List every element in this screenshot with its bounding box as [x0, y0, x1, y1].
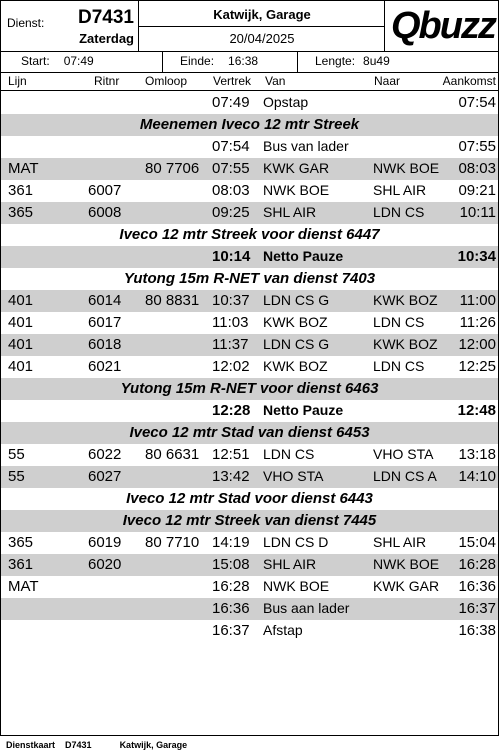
section-title: Iveco 12 mtr Stad van dienst 6453 — [129, 424, 370, 441]
cell-naar: VHO STA — [373, 446, 434, 462]
section-header-row — [1, 268, 498, 290]
col-vertrek: Vertrek — [213, 74, 252, 88]
cell-van: NWK BOE — [263, 578, 330, 594]
cell-lijn: 401 — [8, 358, 34, 375]
cell-vertrek: 07:55 — [212, 160, 250, 177]
trip-row — [1, 532, 498, 554]
cell-vertrek: 16:36 — [212, 600, 250, 617]
cell-ritnr: 6018 — [88, 336, 122, 353]
trip-row — [1, 92, 498, 114]
cell-vertrek: 10:37 — [212, 292, 250, 309]
cell-ritnr: 6014 — [88, 292, 122, 309]
cell-vertrek: 11:37 — [212, 336, 249, 353]
cell-van: Bus van lader — [263, 138, 349, 154]
cell-omloop: 80 7710 — [145, 534, 200, 551]
trip-row — [1, 202, 498, 224]
section-header-row — [1, 378, 498, 400]
cell-aankomst: 13:18 — [458, 446, 496, 463]
cell-van: Netto Pauze — [263, 402, 344, 418]
cell-vertrek: 13:42 — [212, 468, 250, 485]
cell-aankomst: 10:11 — [459, 204, 496, 221]
trip-row — [1, 180, 498, 202]
cell-ritnr: 6021 — [88, 358, 122, 375]
cell-vertrek: 14:19 — [212, 534, 250, 551]
location-divider — [139, 26, 385, 27]
cell-ritnr: 6020 — [88, 556, 122, 573]
location-cell — [139, 1, 385, 51]
cell-aankomst: 11:00 — [459, 292, 496, 309]
cell-van: KWK BOZ — [263, 314, 328, 330]
cell-ritnr: 6017 — [88, 314, 122, 331]
cell-lijn: MAT — [8, 578, 39, 595]
cell-lijn: 361 — [8, 556, 34, 573]
cell-naar: KWK BOZ — [373, 336, 438, 352]
trip-row — [1, 158, 498, 180]
cell-vertrek: 11:03 — [212, 314, 249, 331]
footer — [6, 740, 187, 750]
cell-naar: LDN CS — [373, 204, 425, 220]
duty-date: 20/04/2025 — [229, 31, 295, 46]
trip-row — [1, 356, 498, 378]
section-header-row — [1, 422, 498, 444]
cell-van: VHO STA — [263, 468, 324, 484]
cell-aankomst: 15:04 — [458, 534, 496, 551]
cell-van: KWK GAR — [263, 160, 330, 176]
footer-garage: Katwijk, Garage — [119, 740, 188, 750]
cell-aankomst: 16:37 — [458, 600, 496, 617]
footer-code: D7431 — [65, 740, 92, 750]
col-naar: Naar — [374, 74, 401, 88]
cell-aankomst: 12:25 — [458, 358, 496, 375]
cell-naar: KWK GAR — [373, 578, 440, 594]
cell-aankomst: 12:00 — [458, 336, 496, 353]
trip-row — [1, 598, 498, 620]
cell-van: LDN CS — [263, 446, 315, 462]
cell-vertrek: 10:14 — [212, 248, 251, 265]
cell-van: Netto Pauze — [263, 248, 344, 264]
cell-naar: SHL AIR — [373, 182, 427, 198]
cell-naar: NWK BOE — [373, 556, 440, 572]
col-ritnr: Ritnr — [94, 74, 120, 88]
cell-lijn: 55 — [8, 446, 25, 463]
trip-row — [1, 576, 498, 598]
cell-van: SHL AIR — [263, 204, 317, 220]
end-time — [163, 51, 298, 72]
cell-omloop: 80 6631 — [145, 446, 200, 463]
section-title: Iveco 12 mtr Stad voor dienst 6443 — [126, 490, 373, 507]
trip-row — [1, 620, 498, 642]
cell-van: SHL AIR — [263, 556, 317, 572]
cell-lijn: 361 — [8, 182, 34, 199]
cell-naar: LDN CS — [373, 358, 425, 374]
start-time — [1, 51, 163, 72]
cell-vertrek: 15:08 — [212, 556, 250, 573]
cell-ritnr: 6007 — [88, 182, 122, 199]
cell-omloop: 80 7706 — [145, 160, 200, 177]
trip-row — [1, 466, 498, 488]
cell-van: Opstap — [263, 94, 309, 110]
cell-naar: NWK BOE — [373, 160, 440, 176]
cell-naar: LDN CS — [373, 314, 425, 330]
start-value: 07:49 — [63, 54, 94, 68]
trip-list — [1, 92, 498, 642]
section-title: Yutong 15m R-NET van dienst 7403 — [123, 270, 376, 287]
cell-aankomst: 11:26 — [459, 314, 496, 331]
cell-vertrek: 12:02 — [212, 358, 250, 375]
location-name: Katwijk, Garage — [213, 7, 311, 22]
section-header-row — [1, 224, 498, 246]
lengte-label: Lengte: — [315, 54, 356, 68]
cell-van: NWK BOE — [263, 182, 330, 198]
qbuzz-logo: Qbuzz — [391, 5, 495, 47]
section-title: Iveco 12 mtr Streek voor dienst 6447 — [119, 226, 380, 243]
card-header — [1, 1, 498, 52]
trip-row — [1, 554, 498, 576]
cell-vertrek: 16:28 — [212, 578, 250, 595]
cell-aankomst: 12:48 — [457, 402, 496, 419]
duty-length — [298, 51, 498, 72]
pause-row — [1, 400, 498, 422]
cell-ritnr: 6008 — [88, 204, 122, 221]
cell-naar: SHL AIR — [373, 534, 427, 550]
trip-row — [1, 312, 498, 334]
cell-van: Bus aan lader — [263, 600, 350, 616]
cell-van: Afstap — [263, 622, 303, 638]
trip-row — [1, 334, 498, 356]
cell-naar: LDN CS A — [373, 468, 437, 484]
dienst-label: Dienst: — [7, 16, 45, 30]
cell-lijn: 365 — [8, 534, 34, 551]
cell-aankomst: 16:28 — [458, 556, 496, 573]
section-title: Meenemen Iveco 12 mtr Streek — [139, 116, 360, 133]
cell-lijn: 401 — [8, 292, 34, 309]
cell-vertrek: 16:37 — [212, 622, 250, 639]
cell-lijn: 55 — [8, 468, 25, 485]
section-header-row — [1, 488, 498, 510]
cell-aankomst: 16:36 — [458, 578, 496, 595]
col-omloop: Omloop — [145, 74, 188, 88]
cell-aankomst: 09:21 — [458, 182, 496, 199]
logo-cell — [385, 1, 498, 51]
day-of-week: Zaterdag — [79, 31, 134, 46]
pause-row — [1, 246, 498, 268]
cell-van: LDN CS G — [263, 336, 330, 352]
dienst-cell — [1, 1, 139, 51]
cell-ritnr: 6019 — [88, 534, 122, 551]
start-label: Start: — [21, 54, 50, 68]
cell-aankomst: 07:55 — [458, 138, 496, 155]
cell-aankomst: 10:34 — [457, 248, 496, 265]
col-van: Van — [265, 74, 286, 88]
cell-vertrek: 09:25 — [212, 204, 250, 221]
dienst-code: D7431 — [78, 7, 134, 28]
cell-aankomst: 07:54 — [458, 94, 496, 111]
trip-row — [1, 290, 498, 312]
col-aankomst: Aankomst — [442, 74, 496, 88]
section-title: Yutong 15m R-NET voor dienst 6463 — [120, 380, 379, 397]
cell-aankomst: 08:03 — [458, 160, 496, 177]
cell-vertrek: 07:54 — [212, 138, 250, 155]
einde-value: 16:38 — [228, 54, 259, 68]
cell-ritnr: 6022 — [88, 446, 122, 463]
cell-aankomst: 16:38 — [458, 622, 496, 639]
cell-van: LDN CS D — [263, 534, 329, 550]
cell-naar: KWK BOZ — [373, 292, 438, 308]
col-lijn: Lijn — [8, 74, 27, 88]
cell-vertrek: 12:28 — [212, 402, 251, 419]
cell-ritnr: 6027 — [88, 468, 122, 485]
cell-vertrek: 12:51 — [212, 446, 250, 463]
section-header-row — [1, 114, 498, 136]
section-header-row — [1, 510, 498, 532]
cell-van: KWK BOZ — [263, 358, 328, 374]
footer-label: Dienstkaart — [6, 740, 56, 750]
einde-label: Einde: — [180, 54, 215, 68]
cell-omloop: 80 8831 — [145, 292, 200, 309]
cell-vertrek: 07:49 — [212, 94, 250, 111]
column-header — [1, 73, 498, 91]
cell-lijn: 401 — [8, 336, 34, 353]
cell-lijn: 401 — [8, 314, 34, 331]
cell-van: LDN CS G — [263, 292, 330, 308]
lengte-value: 8u49 — [363, 54, 390, 68]
cell-aankomst: 14:10 — [458, 468, 496, 485]
cell-vertrek: 08:03 — [212, 182, 250, 199]
cell-lijn: MAT — [8, 160, 39, 177]
cell-lijn: 365 — [8, 204, 34, 221]
section-title: Iveco 12 mtr Streek van dienst 7445 — [122, 512, 377, 529]
times-bar — [1, 51, 498, 73]
trip-row — [1, 136, 498, 158]
trip-row — [1, 444, 498, 466]
